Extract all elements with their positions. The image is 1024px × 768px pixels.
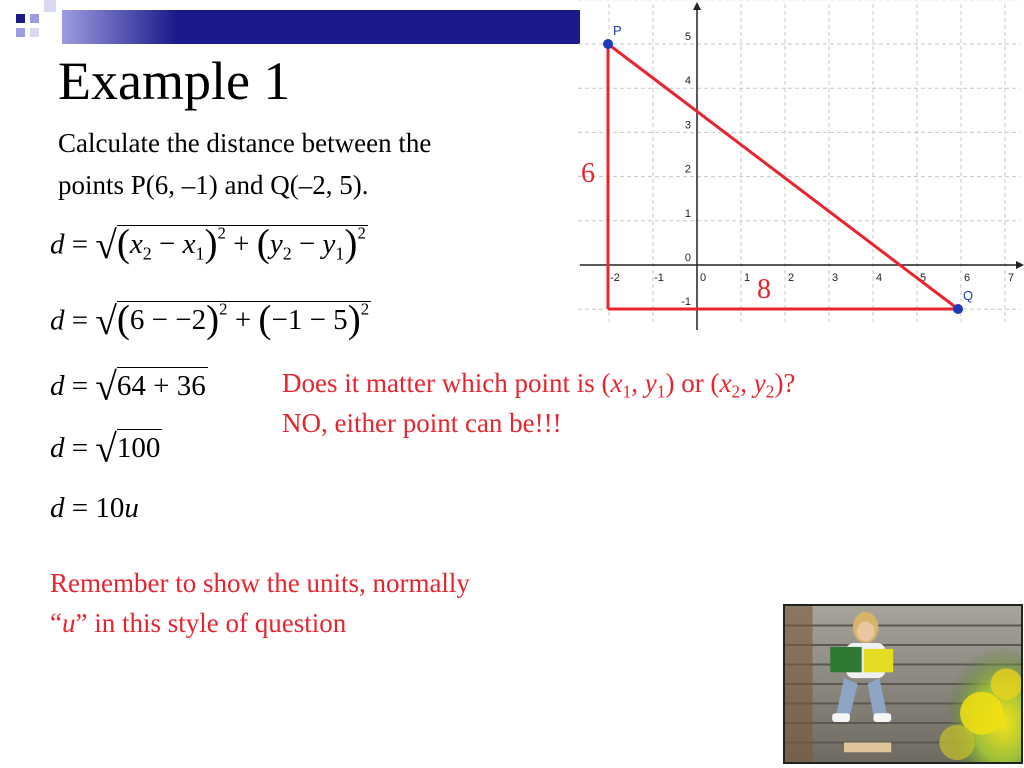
point-p [603, 39, 613, 49]
reminder-line-2: “u” in this style of question [50, 608, 347, 638]
x-tick-label: -2 [610, 272, 620, 284]
formula-result: d = 10u [50, 492, 139, 524]
horizontal-leg-label: 8 [757, 274, 771, 305]
problem-line-1: Calculate the distance between the [58, 128, 432, 158]
problem-line-2: points P(6, –1) and Q(–2, 5). [58, 170, 369, 200]
reminder-line-1: Remember to show the units, normally [50, 568, 470, 598]
y-tick-label: 0 [684, 252, 691, 264]
x-tick-label: 6 [963, 272, 971, 284]
answer-text: NO, either point can be!!! [282, 408, 562, 438]
y-tick-label: -1 [681, 296, 691, 309]
x-tick-label: 5 [919, 272, 927, 284]
point-q [953, 304, 963, 314]
x-tick-label: 7 [1007, 272, 1015, 284]
distance-formula: $d = √(x_2 - x_1)^2 + (y_2 - y_1)^2$ [50, 222, 366, 267]
formula-substitution: $d = √(6 - -2)^2 + (-1 - 5)^2$ [50, 298, 370, 343]
y-tick-labels [681, 31, 691, 308]
x-tick-label: -1 [654, 272, 664, 284]
formula-sum: d = √100 [50, 427, 161, 471]
y-tick-label: 2 [684, 163, 691, 176]
x-tick-labels [610, 272, 1014, 284]
x-axis-arrow [1016, 261, 1024, 269]
hypotenuse-line [608, 44, 958, 309]
point-p-label: P [613, 23, 622, 38]
x-tick-label: 3 [831, 272, 839, 284]
question-text: Does it matter which point is ($x_1$, $y_1$) or ($x_2$, $y_2$)? [282, 368, 796, 402]
x-tick-label: 1 [743, 272, 751, 284]
y-tick-label: 3 [684, 119, 691, 132]
formula-squares: d = √64 + 36 [50, 365, 206, 409]
x-tick-label: 4 [875, 272, 883, 284]
x-tick-label: 2 [787, 272, 795, 284]
grid-lines [578, 0, 1020, 322]
student-reading-photo [783, 604, 1023, 764]
header-decoration [0, 0, 580, 50]
coordinate-graph [576, 0, 1024, 330]
y-tick-label: 1 [684, 207, 691, 220]
point-q-label: Q [963, 288, 974, 303]
y-axis-arrow [693, 2, 701, 10]
slide-title: Example 1 [58, 51, 291, 111]
vertical-leg-label: 6 [581, 158, 595, 189]
y-tick-label: 4 [684, 75, 691, 88]
x-tick-label: 0 [699, 272, 707, 284]
y-tick-label: 5 [684, 31, 691, 43]
